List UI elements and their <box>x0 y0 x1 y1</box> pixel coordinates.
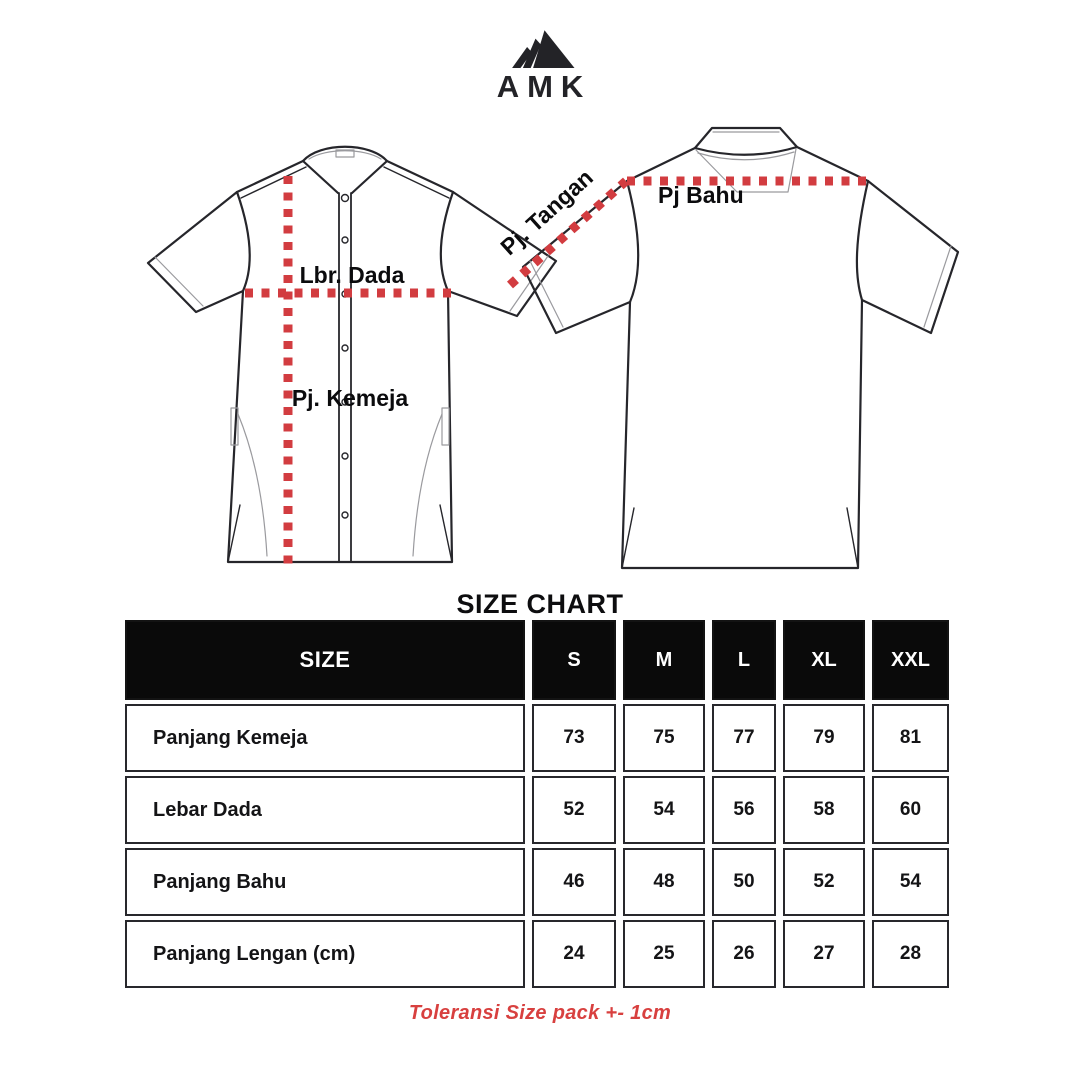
header-cell-xl: XL <box>783 620 865 700</box>
value-cell: 24 <box>532 920 616 988</box>
header-cell-m: M <box>623 620 705 700</box>
value-cell: 48 <box>623 848 705 916</box>
size-chart-table <box>125 620 949 988</box>
row-label-panjang-bahu: Panjang Bahu <box>125 848 525 916</box>
header-cell-l: L <box>712 620 776 700</box>
row-label-panjang-lengan: Panjang Lengan (cm) <box>125 920 525 988</box>
front-shirt-outline <box>148 147 556 562</box>
label-pj-tangan: Pj. Tangan <box>495 164 598 261</box>
value-cell: 79 <box>783 704 865 772</box>
value-cell: 73 <box>532 704 616 772</box>
header-cell-s: S <box>532 620 616 700</box>
value-cell: 54 <box>872 848 949 916</box>
value-cell: 27 <box>783 920 865 988</box>
value-cell: 81 <box>872 704 949 772</box>
row-label-panjang-kemeja: Panjang Kemeja <box>125 704 525 772</box>
label-lbr-dada: Lbr. Dada <box>299 262 405 288</box>
value-cell: 26 <box>712 920 776 988</box>
value-cell: 46 <box>532 848 616 916</box>
value-cell: 52 <box>783 848 865 916</box>
brand-name: AMK <box>496 69 592 104</box>
value-cell: 58 <box>783 776 865 844</box>
value-cell: 25 <box>623 920 705 988</box>
size-chart-title: SIZE CHART <box>456 589 624 619</box>
value-cell: 52 <box>532 776 616 844</box>
value-cell: 54 <box>623 776 705 844</box>
row-label-lebar-dada: Lebar Dada <box>125 776 525 844</box>
tolerance-note: Toleransi Size pack +- 1cm <box>408 1002 672 1024</box>
value-cell: 75 <box>623 704 705 772</box>
front-pockets <box>231 408 449 556</box>
value-cell: 50 <box>712 848 776 916</box>
value-cell: 28 <box>872 920 949 988</box>
label-pj-kemeja: Pj. Kemeja <box>291 385 409 411</box>
value-cell: 77 <box>712 704 776 772</box>
value-cell: 56 <box>712 776 776 844</box>
front-buttons <box>342 195 349 519</box>
header-cell-size: SIZE <box>125 620 525 700</box>
value-cell: 60 <box>872 776 949 844</box>
header-cell-xxl: XXL <box>872 620 949 700</box>
label-pj-bahu: Pj Bahu <box>658 182 744 208</box>
